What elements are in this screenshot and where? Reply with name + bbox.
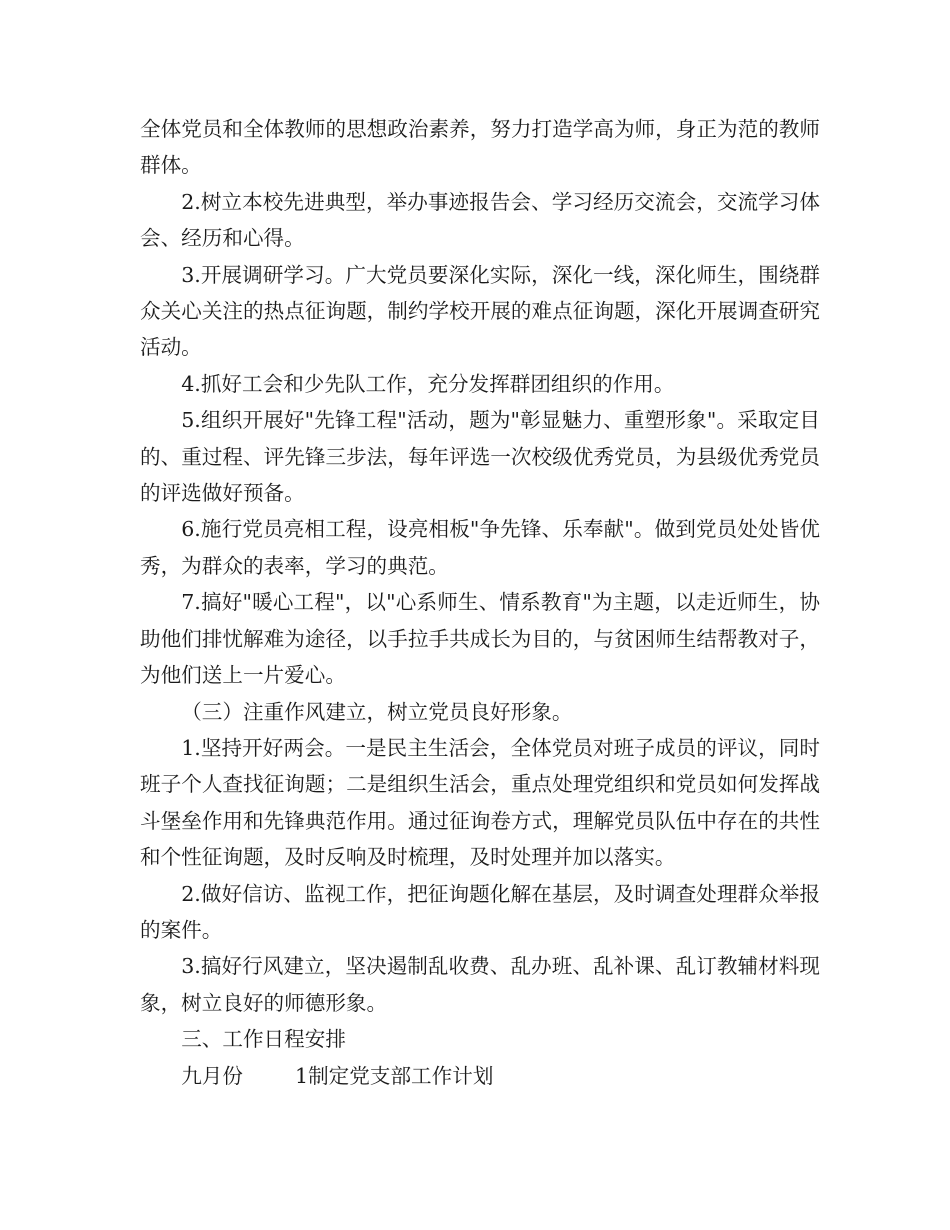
paragraph-10: 3.搞好行风建立，坚决遏制乱收费、乱办班、乱补课、乱订教辅材料现象，树立良好的师德形象。 xyxy=(140,954,820,1015)
section-heading-schedule: 三、工作日程安排 xyxy=(181,1027,346,1052)
paragraph-9: 2.做好信访、监视工作，把征询题化解在基层，及时调查处理群众举报的案件。 xyxy=(140,881,820,942)
document-page xyxy=(140,111,820,1094)
paragraph-2: 2.树立本校先进典型，举办事迹报告会、学习经历交流会，交流学习体会、经历和心得。 xyxy=(140,189,820,251)
paragraph-4: 4.抓好工会和少先队工作，充分发挥群团组织的作用。 xyxy=(181,371,675,396)
paragraph-5: 5.组织开展好"先锋工程"活动，题为"彰显魅力、重塑形象"。采取定目的、重过程、评先锋三步法，每年评选一次校级优秀党员，为县级优秀党员的评选做好预备。 xyxy=(140,408,820,506)
paragraph-3: 3.开展调研学习。广大党员要深化实际，深化一线，深化师生，围绕群众关心关注的热点征询题，制约学校开展的难点征询题，深化开展调查研究活动。 xyxy=(140,262,820,360)
paragraph-6: 6.施行党员亮相工程，设亮相板"争先锋、乐奉献"。做到党员处处皆优秀，为群众的表率，学习的典范。 xyxy=(140,517,820,578)
paragraph-7: 7.搞好"暖心工程"，以"心系师生、情系教育"为主题，以走近师生，协助他们排忧解难为途径，以手拉手共成长为目的，与贫困师生结帮教对子，为他们送上一片爱心。 xyxy=(140,590,820,688)
section-heading-3: （三）注重作风建立，树立党员良好形象。 xyxy=(181,699,573,724)
schedule-row xyxy=(140,1058,820,1094)
paragraph-8: 1.坚持开好两会。一是民主生活会，全体党员对班子成员的评议，同时班子个人查找征询题；二是组织生活会，重点处理党组织和党员如何发挥战斗堡垒作用和先锋典范作用。通过征询卷方式，理解党员队伍中存在的共性和个性征询题，及时反响及时梳理，及时处理并加以落实。 xyxy=(140,735,820,870)
schedule-item: 1制定党支部工作计划 xyxy=(294,1063,494,1088)
schedule-month: 九月份 xyxy=(181,1063,243,1088)
paragraph-1: 全体党员和全体教师的思想政治素养，努力打造学高为师，身正为范的教师群体。 xyxy=(140,117,820,178)
